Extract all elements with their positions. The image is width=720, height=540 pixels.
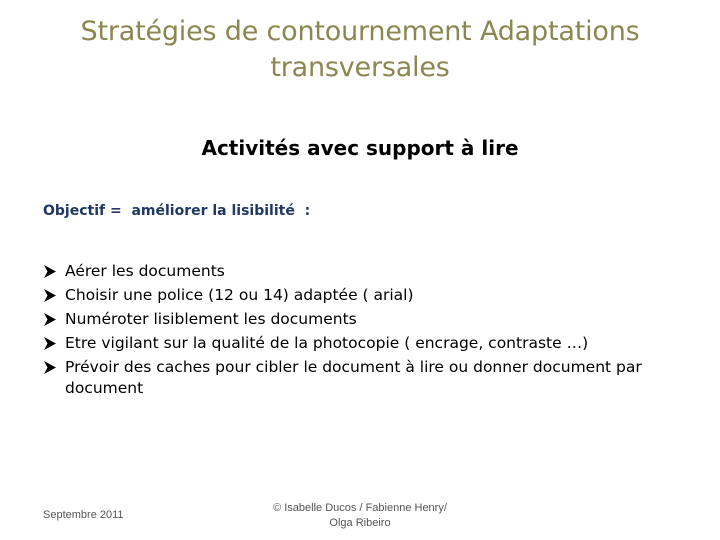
arrowhead-bullet-icon	[43, 288, 57, 303]
arrowhead-bullet-icon	[43, 264, 57, 279]
bullet-text: Numéroter lisiblement les documents	[65, 310, 357, 328]
slide-title-line-1: Stratégies de contournement Adaptations	[80, 16, 640, 47]
footer-credit-line-1: © Isabelle Ducos / Fabienne Henry/	[273, 502, 447, 514]
arrowhead-bullet-icon	[43, 360, 57, 375]
bullet-item	[43, 261, 683, 282]
arrowhead-bullet-icon	[43, 336, 57, 351]
bullet-text: Etre vigilant sur la qualité de la photocopie ( encrage, contraste …)	[65, 334, 589, 352]
bullet-text: Choisir une police (12 ou 14) adaptée ( arial)	[65, 286, 414, 304]
bullet-text: Aérer les documents	[65, 262, 225, 280]
footer-credit	[255, 501, 465, 531]
bullet-item	[43, 285, 683, 306]
bullet-item	[43, 357, 683, 399]
footer-date: Septembre 2011	[43, 509, 124, 521]
slide-title	[40, 14, 680, 86]
bullet-item	[43, 309, 683, 330]
bullet-list	[43, 261, 683, 402]
arrowhead-bullet-icon	[43, 312, 57, 327]
slide-title-line-2: transversales	[270, 52, 450, 83]
slide-subtitle: Activités avec support à lire	[201, 136, 519, 160]
objective-text: Objectif = améliorer la lisibilité :	[43, 203, 311, 219]
bullet-text: Prévoir des caches pour cibler le document à lire ou donner document par document	[65, 358, 642, 397]
footer-credit-line-2: Olga Ribeiro	[329, 517, 391, 529]
bullet-item	[43, 333, 683, 354]
